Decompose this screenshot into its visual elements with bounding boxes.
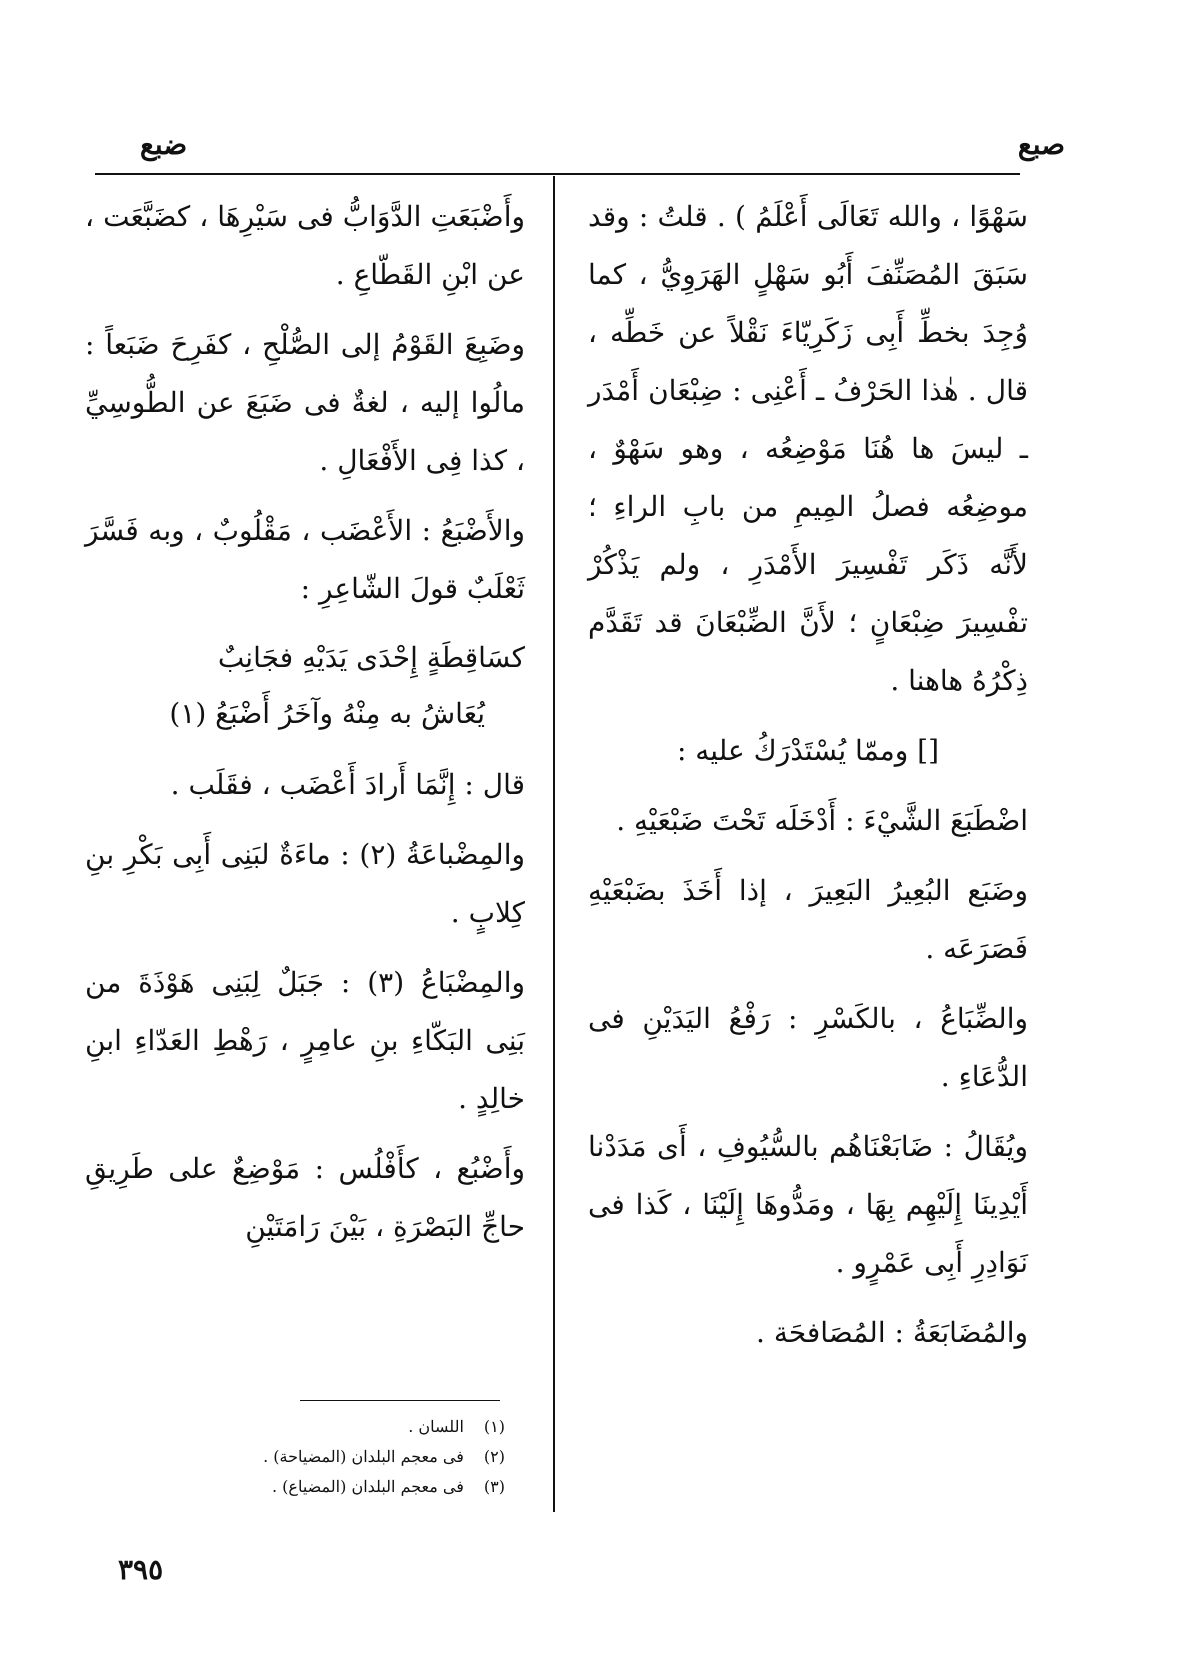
footnote-rule xyxy=(300,1400,500,1401)
verse-line-1: كسَاقِطَةٍ إِحْدَى يَدَيْهِ فجَانِبٌ xyxy=(217,641,525,674)
footnote-number: (٣) xyxy=(483,1477,505,1496)
column-divider xyxy=(553,176,555,1512)
right-paragraph-7: والمُضَابَعَةُ : المُصَافحَة . xyxy=(756,1316,1028,1349)
left-paragraph-3: والأَضْبَعُ : الأَعْضَب ، مَقْلُوبٌ ، وبه فَسَّرَ ثَعْلَبٌ قولَ الشّاعِرِ : xyxy=(85,514,525,605)
page-number: ٣٩٥ xyxy=(118,1553,164,1586)
left-paragraph-4: قال : إِنَّمَا أَرادَ أَعْضَب ، فقَلَب . xyxy=(170,768,525,801)
poem-verse xyxy=(85,630,525,742)
footnotes xyxy=(263,1412,505,1502)
header-right-word: صبع xyxy=(1017,128,1065,161)
right-paragraph-3: اضْطَبَعَ الشَّيْءَ : أَدْخَلَه تَحْتَ ضَبْعَيْهِ . xyxy=(616,804,1028,837)
left-paragraph-6: والمِضْبَاعُ (٣) : جَبَلٌ لِبَنِى هَوْذَةَ من بَنِى البَكّاءِ بنِ عامِرٍ ، رَهْطِ العَدّاءِ ابنِ خالِدٍ . xyxy=(85,966,525,1115)
left-paragraph-7: وأَضْبُع ، كأَفْلُس : مَوْضِعٌ على طَرِيقِ حاجِّ البَصْرَةِ ، بَيْنَ رَامَتَيْنِ xyxy=(85,1152,525,1243)
right-paragraph-6: ويُقَالُ : ضَابَعْنَاهُم بالسُّيُوفِ ، أَى مَدَدْنا أَيْدِينَا إِلَيْهِم بِهَا ، ومَدُّوهَا إِلَيْنَا ، كَذا فى نَوَادِرِ أَبِى عَمْرٍو . xyxy=(588,1130,1028,1279)
footnote-text: فى معجم البلدان (المضياحة) . xyxy=(263,1447,464,1466)
footnote-number: (١) xyxy=(483,1417,505,1436)
right-paragraph-5: والضِّبَاعُ ، بالكَسْرِ : رَفْعُ اليَدَيْنِ فى الدُّعَاءِ . xyxy=(588,1002,1028,1093)
right-paragraph-1: سَهْوًا ، والله تَعَالَى أَعْلَمُ ) . قلتُ : وقد سَبَقَ المُصَنِّفَ أَبُو سَهْلٍ الهَرَوِيُّ ، كما وُجِدَ بخطِّ أَبِى زَكَرِيّاءَ نَقْلاً عن خَطِّه ، قال . هٰذا الحَرْفُ ـ أَعْنِى : ضِبْعَان أَمْدَر ـ ليسَ ها هُنَا مَوْضِعُه ، وهو سَهْوٌ ، موضِعُه فصلُ المِيمِ من بابِ الراءِ ؛ لأَنَّه ذَكَر تَفْسِيرَ الأَمْدَرِ ، ولم يَذْكُرْ تفْسِيرَ ضِبْعَانٍ ؛ لأَنَّ الضِّبْعَانَ قد تَقَدَّم ذِكْرُهُ هاهنا . xyxy=(588,200,1028,697)
header-rule xyxy=(95,173,1020,175)
footnote-text: فى معجم البلدان (المضياع) . xyxy=(272,1477,464,1496)
left-paragraph-2: وضَبِعَ القَوْمُ إلى الصُّلْحِ ، كفَرِحَ ضَبَعاً : مالُوا إليه ، لغةٌ فى ضَبَعَ عن الطُّوسِيِّ ، كذا فِى الأَفْعَالِ . xyxy=(85,328,525,477)
right-paragraph-4: وضَبَع البُعِيرُ البَعِيرَ ، إذا أَخَذَ بضَبْعَيْهِ فَصَرَعَه . xyxy=(588,874,1028,965)
footnote-text: اللسان . xyxy=(408,1417,464,1436)
right-paragraph-2: [] وممّا يُسْتَدْرَكُ عليه : xyxy=(676,734,940,767)
right-column xyxy=(588,188,1028,1374)
footnote-number: (٢) xyxy=(483,1447,505,1466)
verse-line-2: يُعَاشُ به مِنْهُ وآخَرُ أَضْبَعُ (١) xyxy=(169,697,485,730)
footnote xyxy=(300,1412,505,1442)
left-paragraph-1: وأَضْبَعَتِ الدَّوَابُّ فى سَيْرِهَا ، كضَبَّعَت ، عن ابْنِ القَطّاعِ . xyxy=(85,200,525,291)
left-column xyxy=(85,188,525,1268)
left-paragraph-5: والمِضْباعَةُ (٢) : ماءَةٌ لبَنِى أَبِى بَكْرِ بنِ كِلابٍ . xyxy=(85,838,526,929)
header-left-word: ضبع xyxy=(140,128,188,161)
footnote xyxy=(272,1472,505,1502)
footnote xyxy=(263,1442,505,1472)
